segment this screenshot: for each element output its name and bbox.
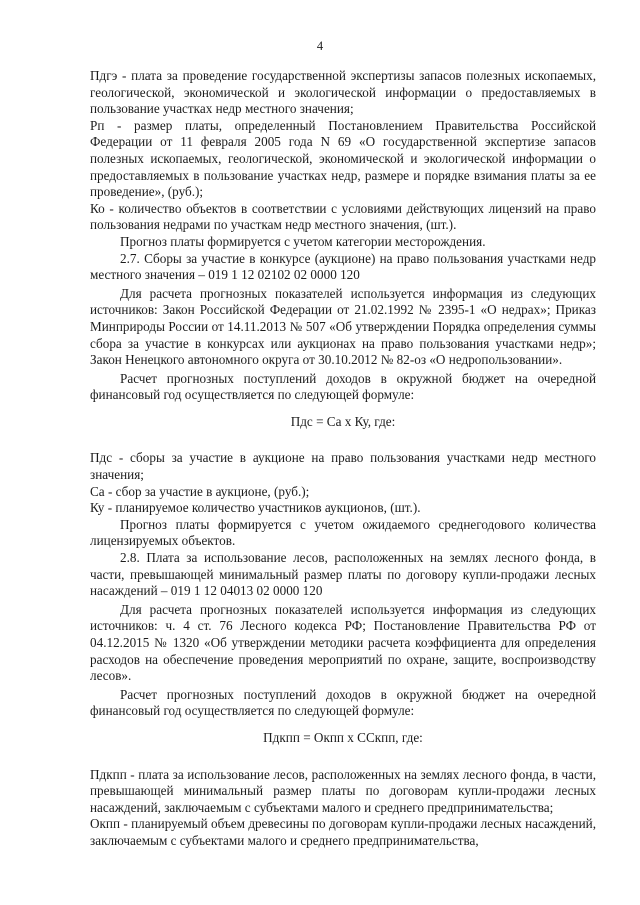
definition-pdge: Пдгэ - плата за проведение государственной экспертизы запасов полезных ископаемых, геологической, экономической и экологической информации о предоставляемых в пользование участках недр местного значения; — [90, 68, 596, 117]
forecast-note: Прогноз платы формируется с учетом категории месторождения. — [120, 233, 486, 249]
page-number: 4 — [316, 39, 324, 53]
definition-okpp: Окпп - планируемый объем древесины по договорам купли-продажи лесных насаждений, заключаемым с субъектами малого и среднего предпринимательства, — [90, 816, 596, 848]
definition-ko: Ко - количество объектов в соответствии с условиями действующих лицензий на право пользования недрами по участкам недр местного значения, (шт.). — [90, 200, 596, 233]
formula-pds: Пдс = Са х Ку, где: — [290, 413, 396, 429]
forecast-note: Прогноз платы формируется с учетом ожидаемого среднегодового количества лицензируемых объектов. — [90, 516, 596, 549]
definition-pdkpp: Пдкпп - плата за использование лесов, расположенных на землях лесного фонда, в части, превышающей минимальный размер платы по договорам купли-продажи лесных насаждений, заключаемым с субъектами малого и среднего предпринимательства; — [90, 766, 596, 815]
definition-ku: Ку - планируемое количество участников аукционов, (шт.). — [90, 500, 421, 516]
definition-pds: Пдс - сборы за участие в аукционе на право пользования участками недр местного значения; — [90, 450, 596, 483]
definition-sa: Са - сбор за участие в аукционе, (руб.); — [90, 483, 310, 499]
section-heading-2-7: 2.7. Сборы за участие в конкурсе (аукционе) на право пользования участками недр местного значения – 019 1 12 02102 02 0000 120 — [90, 250, 596, 283]
document-body — [90, 68, 596, 850]
definition-rp: Рп - размер платы, определенный Постановлением Правительства Российской Федерации от 11 февраля 2005 года N 69 «О государственной экспертизе запасов полезных ископаемых, геологической, экономической и экологической информации о предоставляемых в пользование участках недр, размере и порядке взимания платы за ее проведение», (руб.); — [90, 117, 596, 200]
sources-paragraph: Для расчета прогнозных показателей используется информация из следующих источников: ч. 4 ст. 76 Лесного кодекса РФ; Постановление Правительства РФ от 04.12.2015 № 1320 «Об утверждении методики расчета коэффициента для определения расходов на обеспечение проведения мероприятий по охране, защите, воспроизводству лесов». — [90, 601, 596, 684]
calculation-intro: Расчет прогнозных поступлений доходов в окружной бюджет на очередной финансовый год осуществляется по следующей формуле: — [90, 370, 596, 403]
calculation-intro: Расчет прогнозных поступлений доходов в окружной бюджет на очередной финансовый год осуществляется по следующей формуле: — [90, 686, 596, 719]
formula-pdkpp: Пдкпп = Окпп х ССкпп, где: — [263, 729, 423, 745]
section-heading-2-8: 2.8. Плата за использование лесов, расположенных на землях лесного фонда, в части, превышающей минимальный размер платы по договору купли-продажи лесных насаждений – 019 1 12 04013 02 0000 120 — [90, 550, 596, 599]
sources-paragraph: Для расчета прогнозных показателей используется информация из следующих источников: Закон Российской Федерации от 21.02.1992 № 2395-1 «О недрах»; Приказ Минприроды России от 14.11.2013 № 507 «Об утверждении Порядка определения суммы сбора за участие в конкурсах или аукционах на право пользования участками недр»; Закон Ненецкого автономного округа от 30.10.2012 № 82-оз «О недропользовании». — [90, 285, 596, 368]
